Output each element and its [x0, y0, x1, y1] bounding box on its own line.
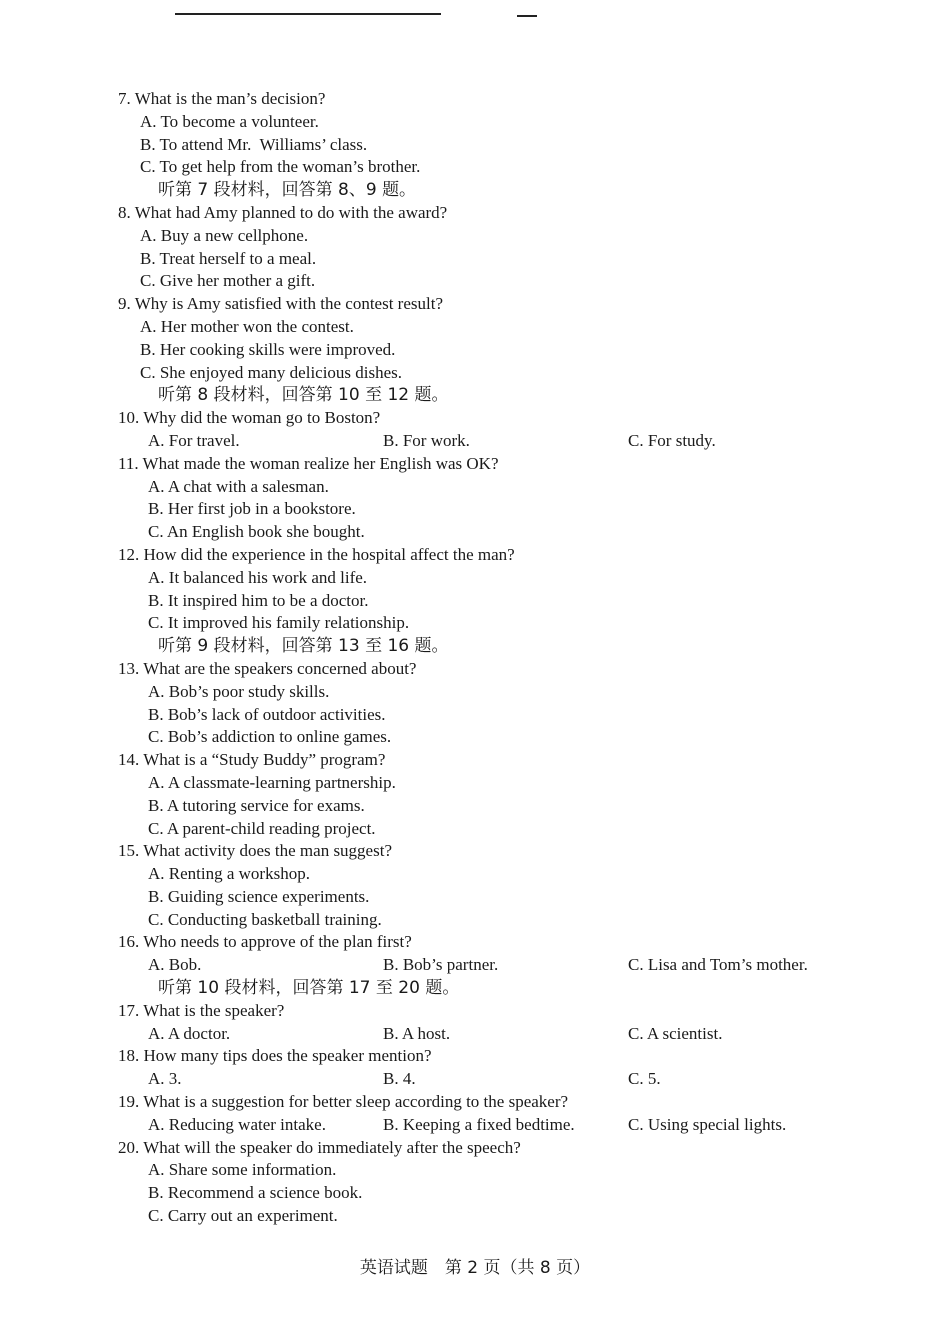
section-instruction: 听第 9 段材料，回答第 13 至 16 题。: [158, 636, 449, 657]
answer-options-row: [118, 1114, 878, 1137]
answer-option: B. Guiding science experiments.: [148, 886, 370, 906]
question: 17. What is the speaker?: [118, 1000, 285, 1020]
top-rule-short: [517, 15, 537, 17]
answer-option: B. Her cooking skills were improved.: [140, 339, 396, 359]
answer-options-row: [118, 430, 878, 453]
answer-option: B. It inspired him to be a doctor.: [148, 590, 369, 610]
answer-option: A. Bob.: [148, 955, 202, 975]
question: 11. What made the woman realize her English was OK?: [118, 453, 499, 473]
question: 13. What are the speakers concerned about?: [118, 658, 417, 678]
answer-option: C. Carry out an experiment.: [148, 1206, 338, 1226]
answer-option: C. 5.: [628, 1069, 661, 1089]
answer-option: A. It balanced his work and life.: [148, 567, 368, 587]
page-footer: 英语试题 第 2 页（共 8 页）: [359, 1258, 591, 1278]
section-instruction: 听第 7 段材料，回答第 8、9 题。: [158, 180, 417, 201]
answer-option: A. Bob’s poor study skills.: [148, 681, 330, 701]
answer-option: B. Bob’s lack of outdoor activities.: [148, 704, 386, 724]
question: 19. What is a suggestion for better sleep according to the speaker?: [118, 1092, 569, 1112]
answer-option: C. Conducting basketball training.: [148, 909, 382, 929]
answer-option: A. For travel.: [148, 430, 240, 450]
answer-option: A. A chat with a salesman.: [148, 476, 329, 496]
answer-option: B. Her first job in a bookstore.: [148, 499, 356, 519]
answer-option: C. A scientist.: [628, 1023, 723, 1043]
answer-option: A. Reducing water intake.: [148, 1114, 326, 1134]
answer-option: A. To become a volunteer.: [140, 111, 319, 131]
answer-option: A. Renting a workshop.: [148, 864, 310, 884]
question: 18. How many tips does the speaker mention?: [118, 1046, 432, 1066]
answer-option: B. Recommend a science book.: [148, 1183, 363, 1203]
answer-option: B. A host.: [383, 1023, 451, 1043]
answer-options-row: [118, 954, 878, 977]
answer-option: A. Share some information.: [148, 1160, 337, 1180]
answer-option: A. Buy a new cellphone.: [140, 225, 309, 245]
exam-content: [118, 88, 878, 1228]
answer-option: C. Bob’s addiction to online games.: [148, 727, 392, 747]
question: 10. Why did the woman go to Boston?: [118, 408, 381, 428]
answer-option: C. An English book she bought.: [148, 522, 365, 542]
answer-option: B. 4.: [383, 1069, 416, 1089]
answer-option: A. 3.: [148, 1069, 182, 1089]
answer-option: C. A parent-child reading project.: [148, 818, 376, 838]
answer-option: C. To get help from the woman’s brother.: [140, 157, 421, 177]
answer-option: A. A classmate-learning partnership.: [148, 772, 396, 792]
answer-options-row: [118, 1068, 878, 1091]
answer-option: B. Treat herself to a meal.: [140, 248, 317, 268]
question: 9. Why is Amy satisfied with the contest result?: [118, 294, 444, 314]
answer-option: B. A tutoring service for exams.: [148, 795, 365, 815]
question: 15. What activity does the man suggest?: [118, 841, 392, 861]
answer-option: A. A doctor.: [148, 1023, 231, 1043]
answer-option: C. Using special lights.: [628, 1114, 787, 1134]
question: 8. What had Amy planned to do with the award?: [118, 202, 448, 222]
answer-option: B. To attend Mr. Williams’ class.: [140, 134, 368, 154]
answer-option: C. She enjoyed many delicious dishes.: [140, 362, 403, 382]
section-instruction: 听第 10 段材料，回答第 17 至 20 题。: [158, 978, 460, 999]
question: 7. What is the man’s decision?: [118, 89, 326, 108]
answer-option: A. Her mother won the contest.: [140, 316, 354, 336]
answer-option: C. It improved his family relationship.: [148, 613, 410, 633]
answer-options-row: [118, 1023, 878, 1046]
question: 12. How did the experience in the hospital affect the man?: [118, 544, 515, 564]
top-rule-long: [175, 13, 441, 15]
question: 16. Who needs to approve of the plan first?: [118, 932, 412, 952]
answer-option: B. Bob’s partner.: [383, 955, 499, 975]
answer-option: C. Lisa and Tom’s mother.: [628, 955, 808, 975]
question: 14. What is a “Study Buddy” program?: [118, 750, 386, 770]
section-instruction: 听第 8 段材料，回答第 10 至 12 题。: [158, 385, 449, 406]
question: 20. What will the speaker do immediately after the speech?: [118, 1137, 521, 1157]
answer-option: C. Give her mother a gift.: [140, 271, 316, 291]
answer-option: C. For study.: [628, 430, 716, 450]
answer-option: B. Keeping a fixed bedtime.: [383, 1114, 575, 1134]
answer-option: B. For work.: [383, 430, 470, 450]
